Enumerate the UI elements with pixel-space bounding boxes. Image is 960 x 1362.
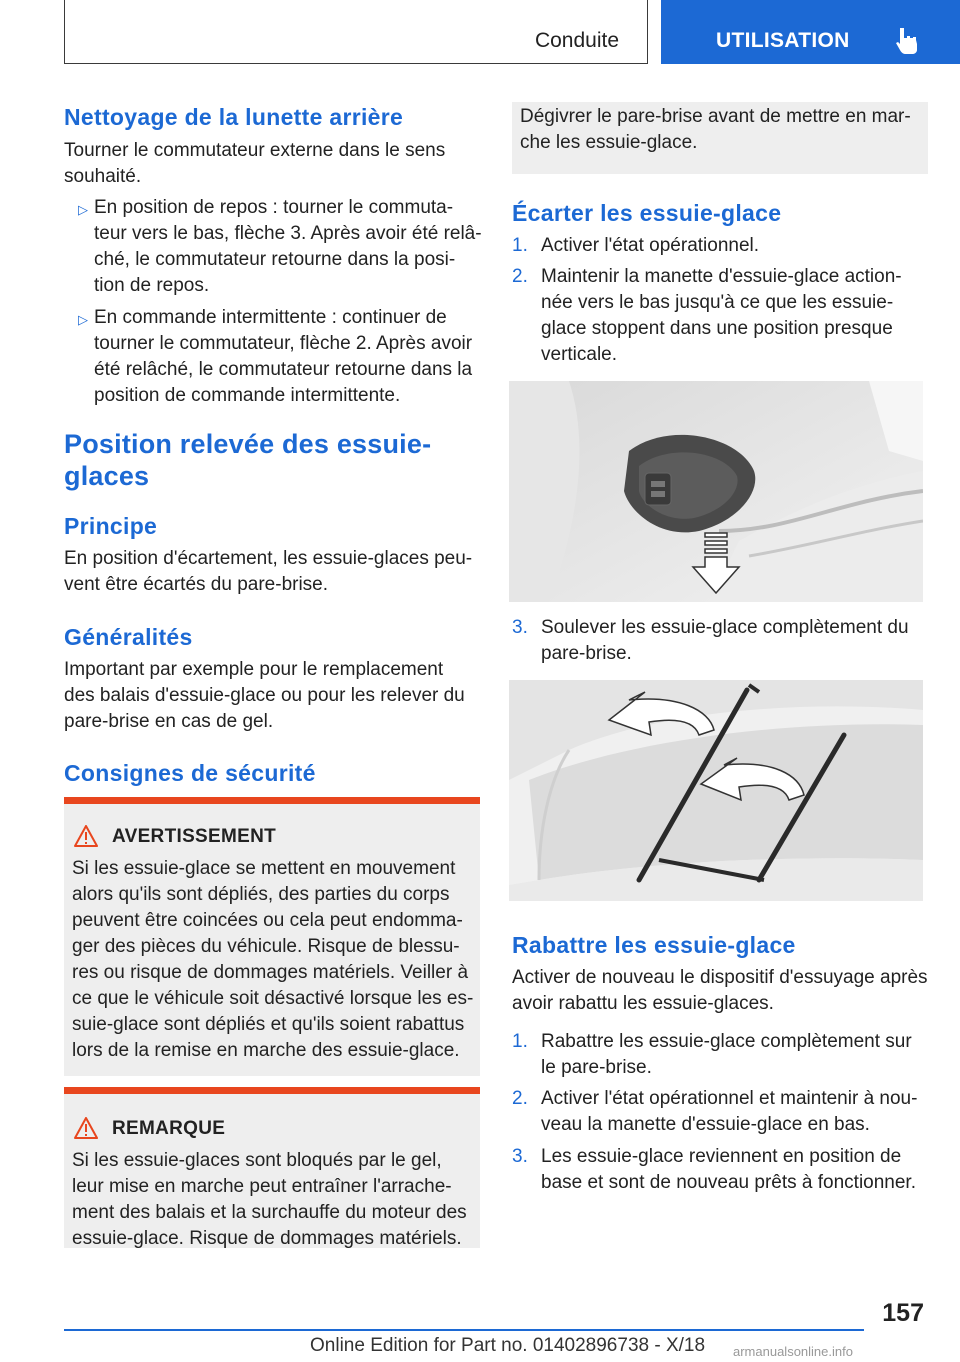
heading-generalites: Généralités	[64, 624, 193, 650]
heading-safety: Consignes de sécurité	[64, 760, 316, 786]
header-chapter-title: UTILISATION	[716, 29, 850, 52]
step-1: Activer l'état opérationnel.	[541, 235, 760, 256]
heading-rabattre: Rabattre les essuie-glace	[512, 932, 796, 958]
wiper-lever-illustration	[509, 381, 923, 602]
rear-bullet-1: En position de repos : tourner le commuta- teur vers le bas, flèche 3. Après avoir été relâ- ché, le commutateur retourne dans la posi- tion de repos.	[94, 197, 482, 296]
note-title: REMARQUE	[112, 1118, 226, 1139]
footer-watermark: armanualsonline.info	[733, 1344, 853, 1359]
heading-ecarter: Écarter les essuie-glace	[512, 200, 782, 226]
note-text: Si les essuie-glaces sont bloqués par le gel, leur mise en marche peut entraîner l'arrache- ment des balais et la surchauffe du moteur des essuie-glace. Risque de dommages matériels.	[72, 1150, 467, 1249]
rear-intro: Tourner le commutateur externe dans le sens souhaité.	[64, 140, 446, 187]
rear-bullet-2: En commande intermittente : continuer de tourner le commutateur, flèche 2. Après avoir été relâché, le commutateur retourne dans la position de commande intermittente.	[94, 307, 473, 406]
step-number: 3.	[512, 1146, 528, 1167]
bullet-triangle-icon: ▷	[78, 312, 88, 327]
heading-principe: Principe	[64, 513, 158, 539]
heading-rear-window: Nettoyage de la lunette arrière	[64, 104, 404, 130]
step-number: 2.	[512, 266, 528, 287]
heading-wiper-raised-position: Position relevée des essuie- glaces	[64, 429, 432, 491]
note-bar	[64, 1087, 480, 1094]
step-number: 3.	[512, 617, 528, 638]
footer-edition: Online Edition for Part no. 01402896738 - X/18	[310, 1335, 706, 1356]
step-number: 1.	[512, 1031, 528, 1052]
step-3: Soulever les essuie-glace complètement du pare-brise.	[541, 617, 909, 664]
header-section-box	[64, 0, 648, 64]
header-section-title: Conduite	[534, 29, 619, 52]
page-number: 157	[882, 1299, 924, 1327]
footer-rule	[64, 1329, 864, 1331]
warning-triangle-icon	[74, 825, 98, 847]
pointing-hand-icon	[894, 26, 920, 54]
generalites-text: Important par exemple pour le remplacement des balais d'essuie-glace ou pour les relever du pare-brise en cas de gel.	[64, 659, 465, 732]
wipers-lifted-illustration	[509, 680, 923, 901]
step-number: 1.	[512, 235, 528, 256]
fold-step-1: Rabattre les essuie-glace complètement sur le pare-brise.	[541, 1031, 912, 1078]
warning-triangle-icon	[74, 1117, 98, 1139]
principe-text: En position d'écartement, les essuie-glaces peu- vent être écartés du pare-brise.	[64, 548, 473, 595]
warning-bar	[64, 797, 480, 804]
warning-title: AVERTISSEMENT	[112, 826, 277, 847]
defrost-note-text: Dégivrer le pare-brise avant de mettre en mar- che les essuie-glace.	[520, 106, 911, 153]
step-number: 2.	[512, 1088, 528, 1109]
fold-step-3: Les essuie-glace reviennent en position de base et sont de nouveau prêts à fonctionner.	[541, 1146, 916, 1193]
step-2: Maintenir la manette d'essuie-glace action- née vers le bas jusqu'à ce que les essuie- glace stoppent dans une position presque verticale.	[541, 266, 902, 365]
fold-step-2: Activer l'état opérationnel et maintenir à nou- veau la manette d'essuie-glace en bas.	[541, 1088, 918, 1135]
bullet-triangle-icon: ▷	[78, 202, 88, 217]
warning-text: Si les essuie-glace se mettent en mouvement alors qu'ils sont dépliés, des parties du corps peuvent être coincées ou cela peut endomma- ger des pièces du véhicule. Risque de blessu- res ou risque de dommages matériels. Veiller à ce que le véhicule soit désactivé lorsque les es- suie-glace sont dépliés et qu'ils soient rabattus lors de la remise en marche des essuie-glace.	[72, 858, 474, 1061]
rabattre-intro: Activer de nouveau le dispositif d'essuyage après avoir rabattu les essuie-glaces.	[512, 967, 928, 1014]
